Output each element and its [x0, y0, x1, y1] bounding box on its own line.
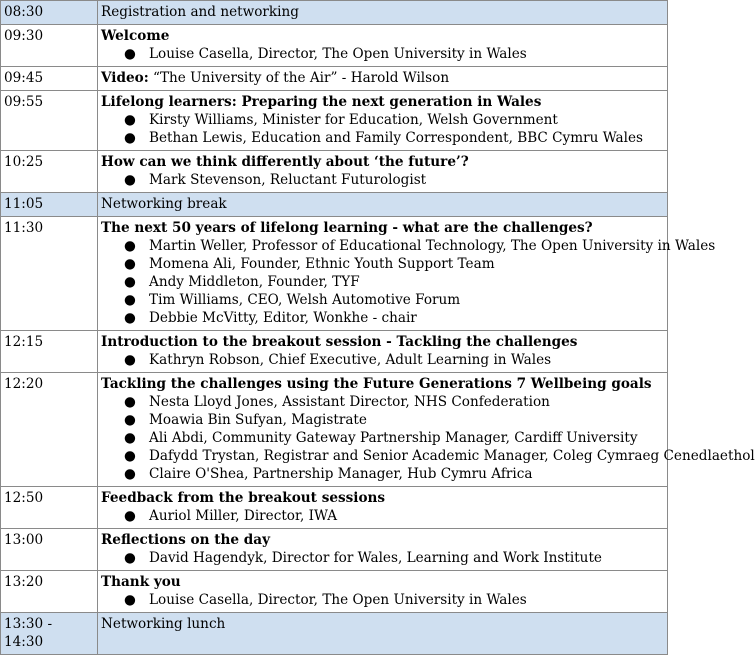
speaker-item [101, 507, 664, 525]
agenda-item [98, 217, 716, 331]
agenda-row [1, 1, 668, 25]
session-title [101, 69, 664, 87]
session-title: Networking break [101, 196, 227, 212]
speaker-text: Louise Casella, Director, The Open University in Wales [149, 46, 527, 62]
agenda-time: 11:30 [1, 217, 98, 331]
bullet-icon: ● [124, 508, 136, 524]
speaker-item [101, 429, 664, 447]
session-title: Registration and networking [101, 4, 299, 20]
session-title: Welcome [101, 28, 170, 44]
agenda-row [1, 613, 668, 655]
speaker-list [101, 591, 664, 609]
speaker-text: Kathryn Robson, Chief Executive, Adult Learning in Wales [149, 352, 552, 368]
bullet-icon: ● [124, 112, 136, 128]
agenda-row [1, 331, 668, 373]
session-title: Tackling the challenges using the Future Generations 7 Wellbeing goals [101, 376, 652, 392]
session-title: The next 50 years of lifelong learning - what are the challenges? [101, 220, 593, 236]
speaker-list [101, 393, 755, 483]
agenda-time: 13:20 [1, 571, 98, 613]
agenda-item [98, 91, 668, 151]
session-title: Lifelong learners: Preparing the next generation in Wales [101, 94, 542, 110]
bullet-icon: ● [124, 412, 136, 428]
agenda-time: 09:30 [1, 25, 98, 67]
agenda-row [1, 193, 668, 217]
bullet-icon: ● [124, 130, 136, 146]
speaker-text: Momena Ali, Founder, Ethnic Youth Support Team [149, 256, 495, 272]
bullet-icon: ● [124, 394, 136, 410]
session-title: Introduction to the breakout session - Tackling the challenges [101, 334, 578, 350]
bullet-icon: ● [124, 448, 136, 464]
bullet-icon: ● [124, 256, 136, 272]
agenda-time: 13:30 - 14:30 [1, 613, 98, 655]
bullet-icon: ● [124, 352, 136, 368]
agenda-time: 08:30 [1, 1, 98, 25]
speaker-list [101, 171, 664, 189]
agenda-row [1, 529, 668, 571]
speaker-text: Moawia Bin Sufyan, Magistrate [149, 412, 367, 428]
speaker-item [101, 351, 664, 369]
agenda-item [98, 487, 668, 529]
session-title: How can we think differently about ‘the future’? [101, 154, 469, 170]
speaker-text: Andy Middleton, Founder, TYF [149, 274, 360, 290]
agenda-item [98, 571, 668, 613]
agenda-item [98, 331, 668, 373]
speaker-text: Tim Williams, CEO, Welsh Automotive Forum [149, 292, 461, 308]
speaker-text: Debbie McVitty, Editor, Wonkhe - chair [149, 310, 417, 326]
agenda-time: 12:15 [1, 331, 98, 373]
agenda-body [1, 1, 755, 655]
agenda-time: 11:05 [1, 193, 98, 217]
bullet-icon: ● [124, 46, 136, 62]
agenda-time: 09:45 [1, 67, 98, 91]
agenda-row [1, 91, 668, 151]
bullet-icon: ● [124, 592, 136, 608]
agenda-item [98, 67, 668, 91]
agenda-time: 10:25 [1, 151, 98, 193]
agenda-row [1, 217, 668, 331]
speaker-list [101, 45, 664, 63]
bullet-icon: ● [124, 466, 136, 482]
speaker-text: David Hagendyk, Director for Wales, Learning and Work Institute [149, 550, 602, 566]
bullet-icon: ● [124, 172, 136, 188]
speaker-item [101, 255, 664, 273]
session-title-rest: “The University of the Air” - Harold Wilson [148, 70, 450, 86]
speaker-list [101, 237, 716, 327]
agenda-item [98, 529, 668, 571]
speaker-text: Bethan Lewis, Education and Family Correspondent, BBC Cymru Wales [149, 130, 643, 146]
speaker-item [101, 549, 664, 567]
speaker-item [101, 291, 664, 309]
speaker-text: Nesta Lloyd Jones, Assistant Director, NHS Confederation [149, 394, 550, 410]
speaker-item [101, 237, 716, 255]
speaker-list [101, 351, 664, 369]
speaker-text: Kirsty Williams, Minister for Education, Welsh Government [149, 112, 558, 128]
agenda-row [1, 25, 668, 67]
speaker-text: Martin Weller, Professor of Educational Technology, The Open University in Wales [149, 238, 716, 254]
bullet-icon: ● [124, 550, 136, 566]
speaker-text: Mark Stevenson, Reluctant Futurologist [149, 172, 427, 188]
speaker-item [101, 447, 755, 465]
bullet-icon: ● [124, 274, 136, 290]
speaker-item [101, 411, 664, 429]
speaker-item [101, 111, 664, 129]
speaker-list [101, 507, 664, 525]
speaker-item [101, 465, 664, 483]
agenda-time: 12:50 [1, 487, 98, 529]
bullet-icon: ● [124, 292, 136, 308]
agenda-item [98, 193, 668, 217]
bullet-icon: ● [124, 310, 136, 326]
agenda-row [1, 571, 668, 613]
agenda-time: 13:00 [1, 529, 98, 571]
speaker-text: Louise Casella, Director, The Open University in Wales [149, 592, 527, 608]
agenda-item [98, 1, 668, 25]
session-title-bold: Video: [101, 70, 149, 86]
agenda-row [1, 487, 668, 529]
speaker-text: Dafydd Trystan, Registrar and Senior Academic Manager, Coleg Cymraeg Cenedlaethol [149, 448, 755, 464]
speaker-text: Auriol Miller, Director, IWA [149, 508, 338, 524]
agenda-row [1, 67, 668, 91]
agenda-row [1, 373, 668, 487]
agenda-row [1, 151, 668, 193]
agenda-item [98, 151, 668, 193]
speaker-item [101, 309, 664, 327]
speaker-item [101, 171, 664, 189]
session-title: Networking lunch [101, 616, 226, 632]
session-title: Feedback from the breakout sessions [101, 490, 386, 506]
session-title: Reflections on the day [101, 532, 270, 548]
agenda-time: 09:55 [1, 91, 98, 151]
agenda-item [98, 373, 755, 487]
speaker-item [101, 591, 664, 609]
agenda-item [98, 613, 668, 655]
speaker-item [101, 129, 664, 147]
speaker-list [101, 549, 664, 567]
agenda-item [98, 25, 668, 67]
speaker-item [101, 45, 664, 63]
speaker-text: Claire O'Shea, Partnership Manager, Hub Cymru Africa [149, 466, 533, 482]
speaker-list [101, 111, 664, 147]
bullet-icon: ● [124, 430, 136, 446]
session-title: Thank you [101, 574, 181, 590]
agenda-time: 12:20 [1, 373, 98, 487]
speaker-item [101, 393, 664, 411]
bullet-icon: ● [124, 238, 136, 254]
speaker-text: Ali Abdi, Community Gateway Partnership Manager, Cardiff University [149, 430, 638, 446]
speaker-item [101, 273, 664, 291]
